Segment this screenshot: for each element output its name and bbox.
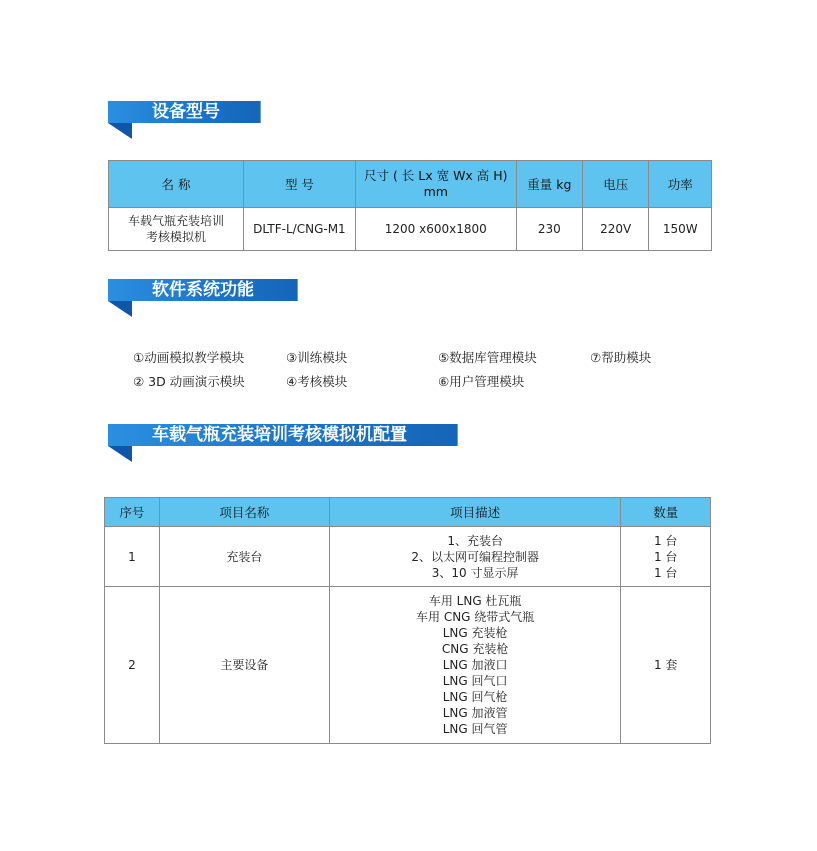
desc-line: LNG 加液管 <box>442 706 508 720</box>
header-size-text: 尺寸 ( 长 Lx 宽 Wx 高 H) mm <box>363 168 508 199</box>
desc-line: LNG 回气枪 <box>442 690 508 704</box>
config-table-header-row <box>105 498 711 527</box>
header-item-desc: 项目描述 <box>329 498 621 527</box>
desc-line: 1、充装台 <box>447 533 503 548</box>
header-voltage: 电压 <box>582 161 648 208</box>
header-weight: 重量 kg <box>516 161 582 208</box>
table-row <box>105 587 711 744</box>
section-title-fold <box>108 123 132 139</box>
qty-line: 1 台 <box>653 565 678 580</box>
cell-name-line: 考核模拟机 <box>145 230 206 244</box>
feature-item: ①动画模拟教学模块 <box>133 350 245 365</box>
row-item-name: 充装台 <box>159 527 329 587</box>
header-model: 型 号 <box>244 161 356 208</box>
feature-item: ② 3D 动画演示模块 <box>133 374 245 389</box>
cell-power: 150W <box>649 208 712 251</box>
header-name: 名 称 <box>109 161 244 208</box>
header-qty: 数量 <box>621 498 711 527</box>
desc-line: LNG 充装枪 <box>442 626 508 640</box>
spec-table <box>108 160 712 251</box>
qty-line: 1 台 <box>653 549 678 564</box>
feature-item: ③训练模块 <box>286 350 348 365</box>
desc-line: 车用 LNG 杜瓦瓶 <box>428 594 522 608</box>
row-item-name: 主要设备 <box>159 587 329 744</box>
spec-table-header-row <box>109 161 712 208</box>
desc-line: 3、10 寸显示屏 <box>431 565 519 580</box>
cell-model: DLTF-L/CNG-M1 <box>244 208 356 251</box>
cell-size: 1200 x600x1800 <box>355 208 516 251</box>
desc-line: 车用 CNG 绕带式气瓶 <box>416 610 535 624</box>
header-size <box>355 161 516 208</box>
row-qty <box>621 527 711 587</box>
desc-line: CNG 充装枪 <box>441 642 509 656</box>
section-title-text: 车载气瓶充装培训考核模拟机配置 <box>108 424 458 446</box>
desc-line: 2、以太网可编程控制器 <box>411 549 539 564</box>
section-title-text: 软件系统功能 <box>108 279 298 301</box>
cell-weight: 230 <box>516 208 582 251</box>
header-power: 功率 <box>649 161 712 208</box>
section-title-fold <box>108 301 132 317</box>
row-index: 2 <box>105 587 160 744</box>
cell-voltage: 220V <box>582 208 648 251</box>
row-qty: 1 套 <box>621 587 711 744</box>
desc-line: LNG 回气管 <box>442 722 508 736</box>
feature-item: ⑤数据库管理模块 <box>438 350 537 365</box>
desc-line: LNG 回气口 <box>442 674 508 688</box>
row-index: 1 <box>105 527 160 587</box>
cell-name <box>109 208 244 251</box>
row-item-desc <box>329 587 621 744</box>
feature-item: ⑦帮助模块 <box>590 350 652 365</box>
section-title-text: 设备型号 <box>108 101 261 123</box>
desc-line: LNG 加液口 <box>442 658 508 672</box>
header-index: 序号 <box>105 498 160 527</box>
section-title-fold <box>108 446 132 462</box>
qty-line: 1 台 <box>653 533 678 548</box>
feature-item: ⑥用户管理模块 <box>438 374 525 389</box>
table-row <box>105 527 711 587</box>
row-item-desc <box>329 527 621 587</box>
config-table <box>104 497 711 744</box>
cell-name-line: 车载气瓶充装培训 <box>127 214 224 228</box>
feature-item: ④考核模块 <box>286 374 348 389</box>
spec-table-row <box>109 208 712 251</box>
header-item-name: 项目名称 <box>159 498 329 527</box>
